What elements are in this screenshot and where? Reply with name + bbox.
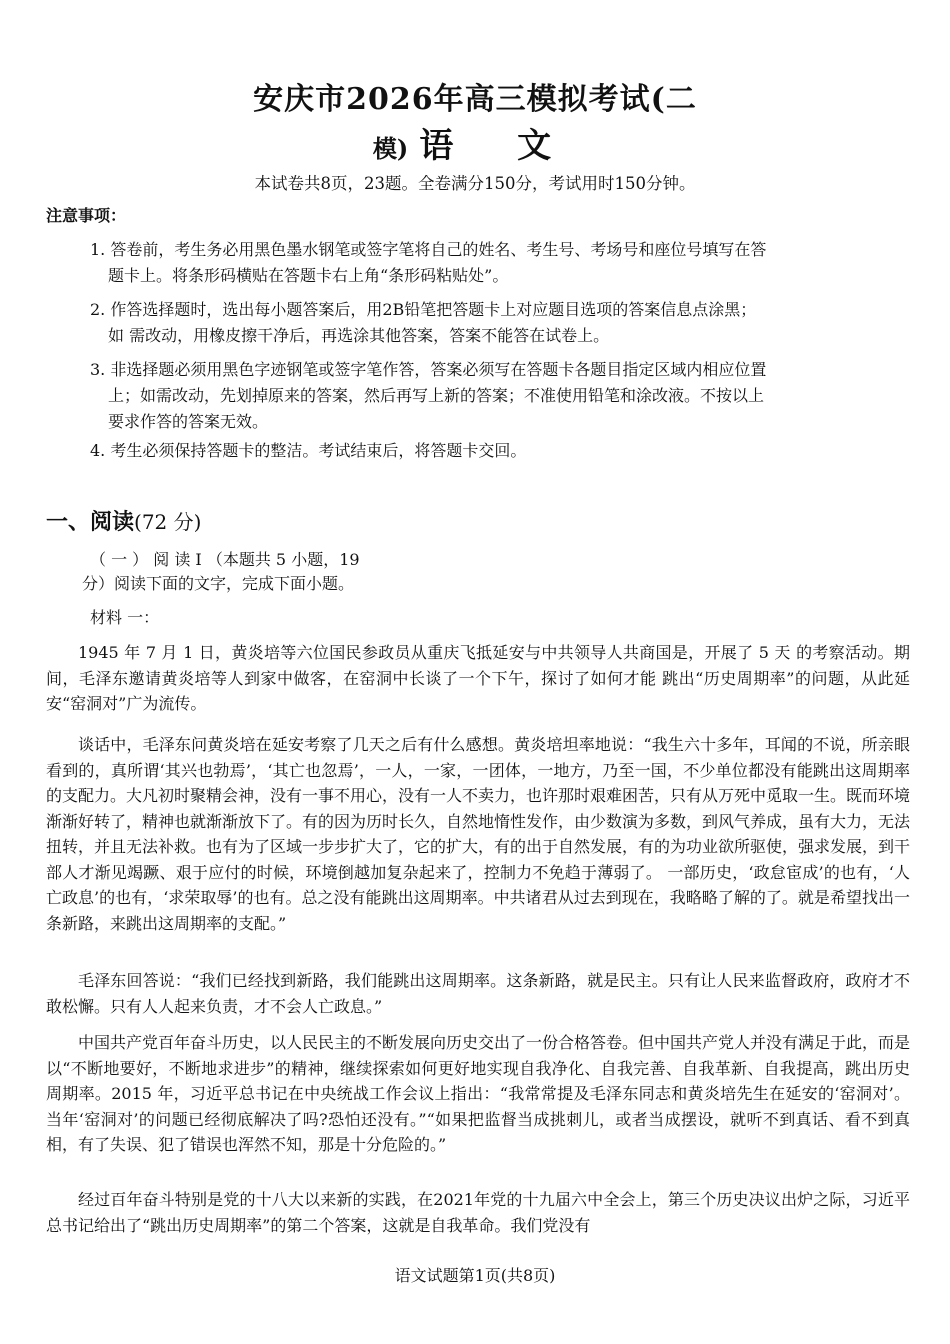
subsection-line: （ 一 ） 阅 读 I （本题共 5 小题，19 <box>90 550 360 569</box>
section-score: (72 分) <box>134 510 202 534</box>
section-title: 一、阅读 <box>46 510 135 535</box>
body-paragraph: 中国共产党百年奋斗历史，以人民民主的不断发展向历史交出了一份合格答卷。但中国共产党人并没有满足于此，而是以“不断地要好，不断地求进步”的精神，继续探索如何更好地实现自我净化、自我完善、自我革新、自我提高，跳出历史周期率。2015 年，习近平总书记在中央统战工作会议上指出：“我常常提及毛泽东同志和黄炎培先生在延安的‘窑洞对’。当年‘窑洞对’的问题已经彻底解决了吗?恐怕还没有。”“如果把监督当成挑刺儿，或者当成摆设，就听不到真话、看不到真相，有了失误、犯了错误也浑然不知，那是十分危险的。” <box>46 1033 911 1154</box>
material-label: 材料 一： <box>90 608 160 627</box>
exam-title-line2 <box>0 118 950 167</box>
notice-line: 上；如需改动，先划掉原来的答案，然后再写上新的答案；不准使用铅笔和涂改液。不按以上 <box>108 386 765 405</box>
notice-line: 4. 考生必须保持答题卡的整洁。考试结束后，将答题卡交回。 <box>90 441 527 460</box>
notice-line: 2. 作答选择题时，选出每小题答案后，用2B铅笔把答题卡上对应题目选项的答案信息点涂黑； <box>90 300 757 319</box>
subsection-line: 分）阅读下面的文字，完成下面小题。 <box>82 574 355 593</box>
exam-info: 本试卷共8页，23题。全卷满分150分，考试用时150分钟。 <box>254 174 696 193</box>
notice-line: 题卡上。将条形码横贴在答题卡右上角“条形码粘贴处”。 <box>108 266 509 285</box>
page-footer: 语文试题第1页(共8页) <box>394 1266 556 1285</box>
exam-title-prefix: 模) <box>372 134 409 163</box>
notice-item <box>90 237 910 289</box>
notice-line: 1. 答卷前，考生务必用黑色墨水钢笔或签字笔将自己的姓名、考生号、考场号和座位号填写在答 <box>90 240 767 259</box>
body-paragraph: 谈话中，毛泽东问黄炎培在延安考察了几天之后有什么感想。黄炎培坦率地说：“我生六十多年，耳闻的不说，所亲眼看到的，真所谓‘其兴也勃焉’，‘其亡也忽焉’，一人，一家，一团体，一地方，乃至一国，不少单位都没有能跳出这周期率的支配力。大凡初时聚精会神，没有一事不用心，没有一人不卖力，也许那时艰难困苦，只有从万死中觅取一生。既而环境渐渐好转了，精神也就渐渐放下了。有的因为历时长久，自然地惰性发作，由少数演为多数，到风气养成，虽有大力，无法扭转，并且无法补救。也有为了区域一步步扩大了，它的扩大，有的出于自然发展，有的为功业欲所驱使，强求发展，到干部人才渐见竭蹶、艰于应付的时候，环境倒越加复杂起来了，控制力不免趋于薄弱了。 一部历史，‘政怠宦成’的也有，‘人亡政息’的也有，‘求荣取辱’的也有。总之没有能跳出这周期率。中共诸君从过去到现在，我略略了解的了。就是希望找出一条新路，来跳出这周期率的支配。” <box>46 735 911 933</box>
notice-label: 注意事项： <box>46 206 127 225</box>
notice-item <box>90 297 910 349</box>
section-heading <box>46 505 201 536</box>
subject-name: 语 文 <box>419 126 578 166</box>
notice-item <box>90 438 910 464</box>
notice-line: 3. 非选择题必须用黑色字迹钢笔或签字笔作答，答案必须写在答题卡各题目指定区域内相应位置 <box>90 360 767 379</box>
body-paragraph: 经过百年奋斗特别是党的十八大以来新的实践，在2021年党的十九届六中全会上，第三个历史决议出炉之际，习近平总书记给出了“跳出历史周期率”的第二个答案，这就是自我革命。我们党没有 <box>46 1190 910 1235</box>
subsection-heading <box>82 548 450 596</box>
notice-item <box>90 357 910 435</box>
notice-line: 要求作答的答案无效。 <box>108 412 269 431</box>
exam-title-line1: 安庆市2026年高三模拟考试(二 <box>253 82 697 117</box>
notice-line: 如 需改动，用橡皮擦干净后，再选涂其他答案，答案不能答在试卷上。 <box>108 326 610 345</box>
body-paragraph: 毛泽东回答说：“我们已经找到新路，我们能跳出这周期率。这条新路，就是民主。只有让人民来监督政府，政府才不敢松懈。只有人人起来负责，才不会人亡政息。” <box>46 971 910 1016</box>
body-paragraph: 1945 年 7 月 1 日，黄炎培等六位国民参政员从重庆飞抵延安与中共领导人共商国是，开展了 5 天 的考察活动。期间，毛泽东邀请黄炎培等人到家中做客，在窑洞中长谈了一个下午，探讨了如何才能 跳出“历史周期率”的问题，从此延安“窑洞对”广为流传。 <box>46 643 910 713</box>
